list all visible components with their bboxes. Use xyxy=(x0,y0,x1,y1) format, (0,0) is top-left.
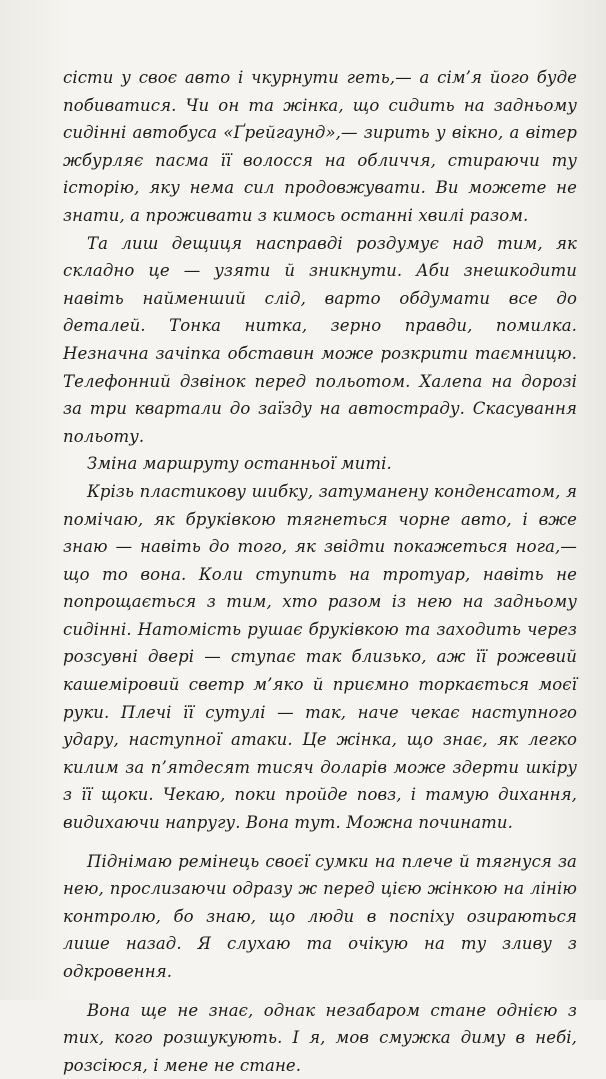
paragraph-5: Піднімаю ремінець своєї сумки на плече й тягнуся за нею, прослизаючи одразу ж перед цією жінкою на лінію контролю, бо знаю, що люди в поспіху озираються лише назад. Я слухаю та очікую на ту зливу з одкровення. xyxy=(63,851,577,981)
paragraph-1: сісти у своє авто і чкурнути геть,— а сім’я його буде побиватися. Чи он та жінка, що сидить на задньому сидінні автобуса «Ґрейгаунд»,— зирить у вікно, а вітер жбурляє пасма її волосся на обличчя, стираючи ту історію, яку нема сил продовжувати. Ви можете не знати, а проживати з кимось останні хвилі разом. xyxy=(63,68,577,225)
paragraph-2: Та лиш дещиця насправді роздумує над тим, як складно це — узяти й зникнути. Аби знешкодити навіть найменший слід, варто обдумати все до деталей. Тонка нитка, зерно правди, помилка. Незначна зачіпка обставин може розкрити таємницю. Телефонний дзвінок перед польотом. Халепа на дорозі за три квартали до заїзду на автостраду. Скасування польоту. xyxy=(63,233,577,446)
paragraph-4: Крізь пластикову шибку, затуманену конденсатом, я помічаю, як бруківкою тягнеться чорне авто, і вже знаю — навіть до того, як звідти покажеться нога,— що то вона. Коли ступить на тротуар, навіть не попрощається з тим, хто разом із нею на задньому сидінні. Натомість рушає бруківкою та заходить через розсувні двері — ступає так близько, аж її рожевий кашеміровий светр м’яко й приємно торкається моєї руки. Плечі її сутулі — так, наче чекає наступного удару, наступної атаки. Це жінка, що знає, як легко килим за п’ятдесят тисяч доларів може здерти шкіру з її щоки. Чекаю, поки пройде повз, і тамую дихання, видихаючи напругу. Вона тут. Можна починати. xyxy=(63,481,577,833)
page-text xyxy=(63,64,577,1079)
paragraph-6: Вона ще не знає, однак незабаром стане однією з тих, кого розшукують. І я, мов смужка диму в небі, розсіюся, і мене не стане. xyxy=(63,1000,577,1075)
paragraph-3: Зміна маршруту останньої миті. xyxy=(87,454,392,474)
